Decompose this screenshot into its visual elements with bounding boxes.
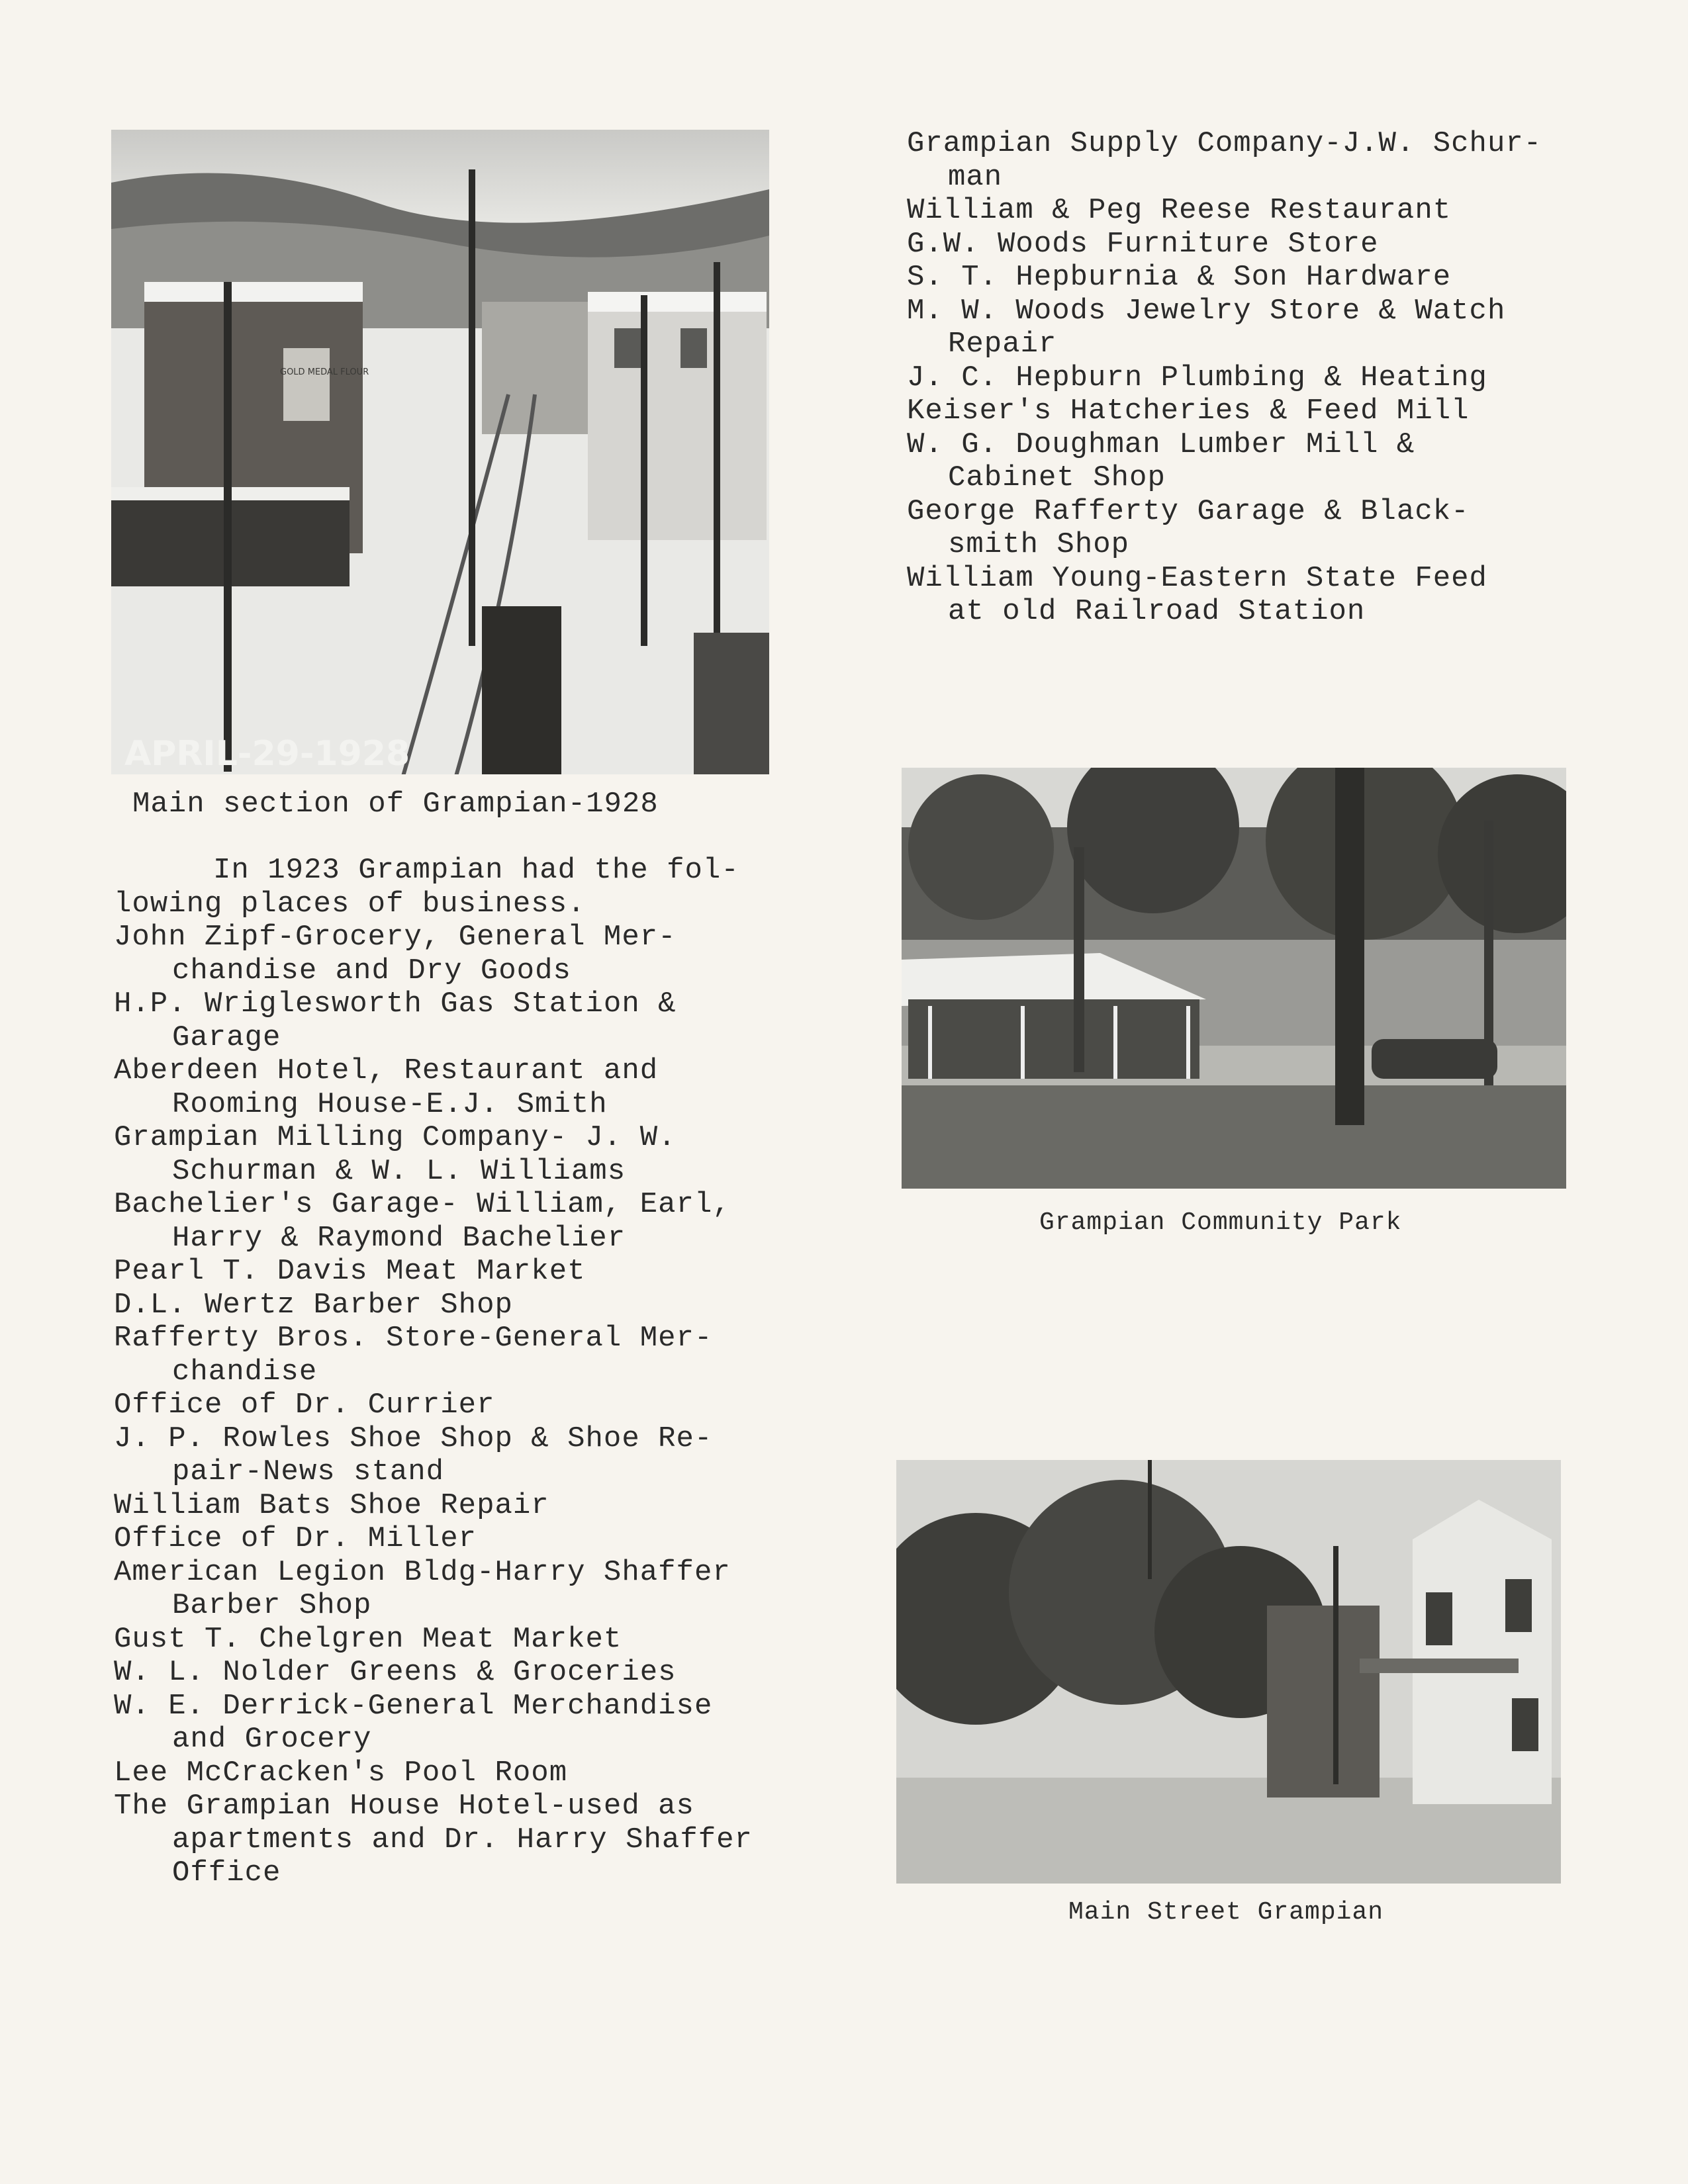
business-entries-left <box>114 921 809 1890</box>
business-entry-line: George Rafferty Garage & Black- <box>907 494 1470 528</box>
business-entry-line: chandise and Dry Goods <box>172 954 571 987</box>
business-entry-right-1 <box>907 194 1635 228</box>
business-entry-line: Gust T. Chelgren Meat Market <box>114 1622 622 1656</box>
business-entry-line: W. G. Doughman Lumber Mill & <box>907 428 1415 461</box>
business-entry-line: Bachelier's Garage- William, Earl, <box>114 1188 731 1221</box>
photo-date-stamp: APRIL-29-1928 <box>124 734 410 774</box>
business-entry-line: at old Railroad Station <box>948 595 1366 628</box>
business-entry-left-11 <box>114 1522 809 1556</box>
business-entry-line: S. T. Hepburnia & Son Hardware <box>907 261 1452 294</box>
business-entry-line: Schurman & W. L. Williams <box>172 1154 626 1188</box>
business-entry-line: Office of Dr. Miller <box>114 1522 477 1555</box>
business-entry-line: chandise <box>172 1355 318 1388</box>
building-sign-text: GOLD MEDAL FLOUR <box>280 367 369 377</box>
caption-grampian-1928: Main section of Grampian-1928 <box>132 788 659 821</box>
business-entry-line: W. E. Derrick-General Merchandise <box>114 1689 713 1723</box>
business-entry-line: Harry & Raymond Bachelier <box>172 1221 626 1255</box>
business-entry-right-2 <box>907 228 1635 261</box>
business-entry-left-3 <box>114 1121 809 1188</box>
business-entry-line: M. W. Woods Jewelry Store & Watch <box>907 294 1506 328</box>
business-entry-left-10 <box>114 1489 809 1523</box>
business-entry-line: Office of Dr. Currier <box>114 1388 495 1422</box>
business-entry-line: William & Peg Reese Restaurant <box>907 194 1452 227</box>
business-entry-left-1 <box>114 987 809 1054</box>
business-entry-right-8 <box>907 495 1635 562</box>
business-entry-right-9 <box>907 562 1635 629</box>
business-entry-line: Grampian Milling Company- J. W. <box>114 1121 677 1154</box>
business-entry-left-5 <box>114 1255 809 1289</box>
business-entry-line: G.W. Woods Furniture Store <box>907 227 1379 261</box>
business-entry-left-15 <box>114 1690 809 1756</box>
business-entry-right-4 <box>907 295 1635 361</box>
business-entry-line: J. P. Rowles Shoe Shop & Shoe Re- <box>114 1422 713 1455</box>
business-entry-left-7 <box>114 1322 809 1388</box>
business-entry-left-8 <box>114 1388 809 1422</box>
business-entry-line: William Bats Shoe Repair <box>114 1488 549 1522</box>
photo-grampian-1928 <box>111 130 769 774</box>
business-entry-left-0 <box>114 921 809 987</box>
business-entry-line: apartments and Dr. Harry Shaffer <box>172 1823 753 1856</box>
business-entry-left-2 <box>114 1054 809 1121</box>
business-entry-line: William Young-Eastern State Feed <box>907 561 1487 595</box>
business-entry-line: Grampian Supply Company-J.W. Schur- <box>907 127 1542 160</box>
business-entry-line: pair-News stand <box>172 1455 445 1488</box>
business-entry-line: H.P. Wriglesworth Gas Station & <box>114 987 677 1021</box>
caption-main-street: Main Street Grampian <box>1068 1898 1384 1927</box>
business-entry-line: Lee McCracken's Pool Room <box>114 1756 568 1790</box>
business-entry-right-6 <box>907 394 1635 428</box>
business-entry-line: Garage <box>172 1021 281 1054</box>
business-entry-line: D.L. Wertz Barber Shop <box>114 1288 513 1322</box>
business-entry-right-5 <box>907 361 1635 395</box>
business-entry-left-17 <box>114 1790 809 1890</box>
intro-paragraph: In 1923 Grampian had the fol- lowing places of business. <box>114 854 739 921</box>
business-entry-right-0 <box>907 127 1635 194</box>
business-entry-line: Barber Shop <box>172 1589 372 1622</box>
business-entry-line: Repair <box>948 328 1057 361</box>
business-entry-left-6 <box>114 1289 809 1322</box>
business-list-left <box>114 854 809 1890</box>
business-entry-line: The Grampian House Hotel-used as <box>114 1790 694 1823</box>
business-entry-line: American Legion Bldg-Harry Shaffer <box>114 1555 731 1589</box>
business-entry-line: Rooming House-E.J. Smith <box>172 1087 608 1121</box>
photo-main-street <box>896 1460 1561 1884</box>
business-entry-line: Pearl T. Davis Meat Market <box>114 1255 586 1288</box>
business-entry-left-16 <box>114 1756 809 1790</box>
business-entry-line: man <box>948 160 1003 194</box>
business-entry-line: and Grocery <box>172 1723 372 1756</box>
business-entry-right-3 <box>907 261 1635 295</box>
business-entry-line: John Zipf-Grocery, General Mer- <box>114 921 677 954</box>
business-entry-line: J. C. Hepburn Plumbing & Heating <box>907 361 1487 394</box>
caption-community-park: Grampian Community Park <box>1039 1208 1402 1237</box>
business-entry-left-12 <box>114 1556 809 1623</box>
business-entry-left-4 <box>114 1188 809 1255</box>
business-entries-right <box>907 127 1635 629</box>
business-entry-line: smith Shop <box>948 528 1130 561</box>
business-entry-line: Rafferty Bros. Store-General Mer- <box>114 1322 713 1355</box>
business-entry-line: Keiser's Hatcheries & Feed Mill <box>907 394 1470 428</box>
business-entry-left-14 <box>114 1656 809 1690</box>
business-entry-line: Office <box>172 1856 281 1889</box>
business-entry-left-13 <box>114 1623 809 1657</box>
business-entry-right-7 <box>907 428 1635 495</box>
business-entry-line: Aberdeen Hotel, Restaurant and <box>114 1054 659 1087</box>
photo-community-park <box>902 768 1566 1189</box>
business-entry-line: W. L. Nolder Greens & Groceries <box>114 1656 677 1689</box>
business-list-right <box>907 127 1635 629</box>
business-entry-line: Cabinet Shop <box>948 461 1166 494</box>
business-entry-left-9 <box>114 1422 809 1489</box>
